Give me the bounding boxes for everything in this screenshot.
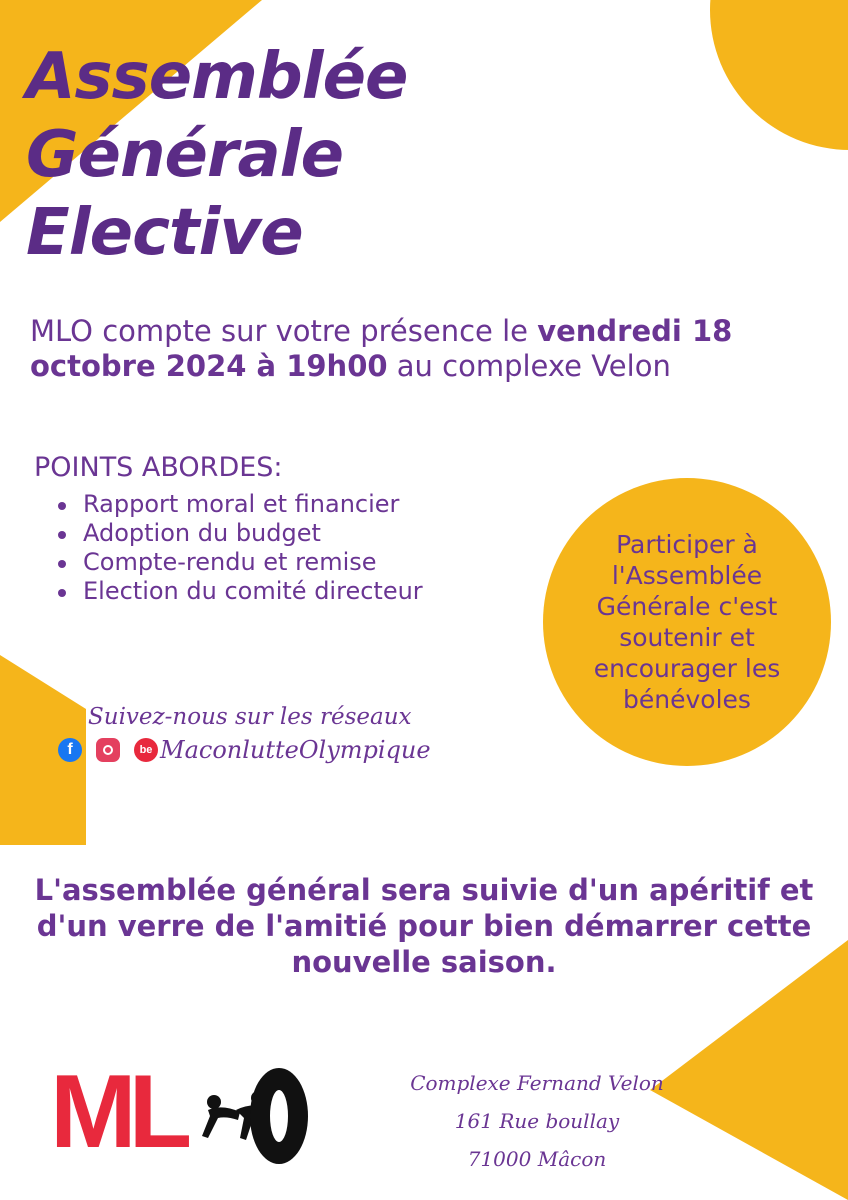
title-line-1: Assemblée [26,40,408,114]
address-line-2: 161 Rue boullay [454,1109,620,1133]
intro-text [30,314,820,384]
social-row [58,736,431,764]
facebook-icon[interactable]: f [58,738,82,762]
title-line-2: Générale [26,118,343,192]
intro-text-part2: au complexe Velon [387,349,671,383]
instagram-icon[interactable] [96,738,120,762]
list-item: Compte-rendu et remise [58,548,498,577]
list-item: Adoption du budget [58,519,498,548]
logo-text: ML [50,1054,185,1170]
points-heading: POINTS ABORDES: [34,452,283,483]
list-item: Election du comité directeur [58,577,498,606]
list-item: Rapport moral et financier [58,490,498,519]
title-line-3: Elective [26,196,303,270]
address-line-1: Complexe Fernand Velon [410,1071,664,1095]
points-list [58,490,498,606]
callout-circle [543,478,831,766]
address-line-3: 71000 Mâcon [467,1147,607,1171]
mlo-logo [50,1054,312,1170]
intro-text-part1: MLO compte sur votre présence le [30,314,538,348]
logo-o [250,1068,308,1164]
social-handle[interactable]: MaconlutteOlympique [160,736,431,764]
social-heading: Suivez-nous sur les réseaux [88,704,412,730]
address [384,1064,690,1178]
intro-date: vendredi 18 octobre 2024 à 19h00 [30,314,733,383]
callout-text: Participer à l'Assemblée Générale c'est soutenir et encourager les bénévoles [593,530,781,714]
behance-icon[interactable]: be [134,738,158,762]
page-title [26,38,407,272]
closing-text: L'assemblée général sera suivie d'un apéritif et d'un verre de l'amitié pour bien démarrer cette nouvelle saison. [34,873,814,979]
top-right-circle [710,0,848,150]
